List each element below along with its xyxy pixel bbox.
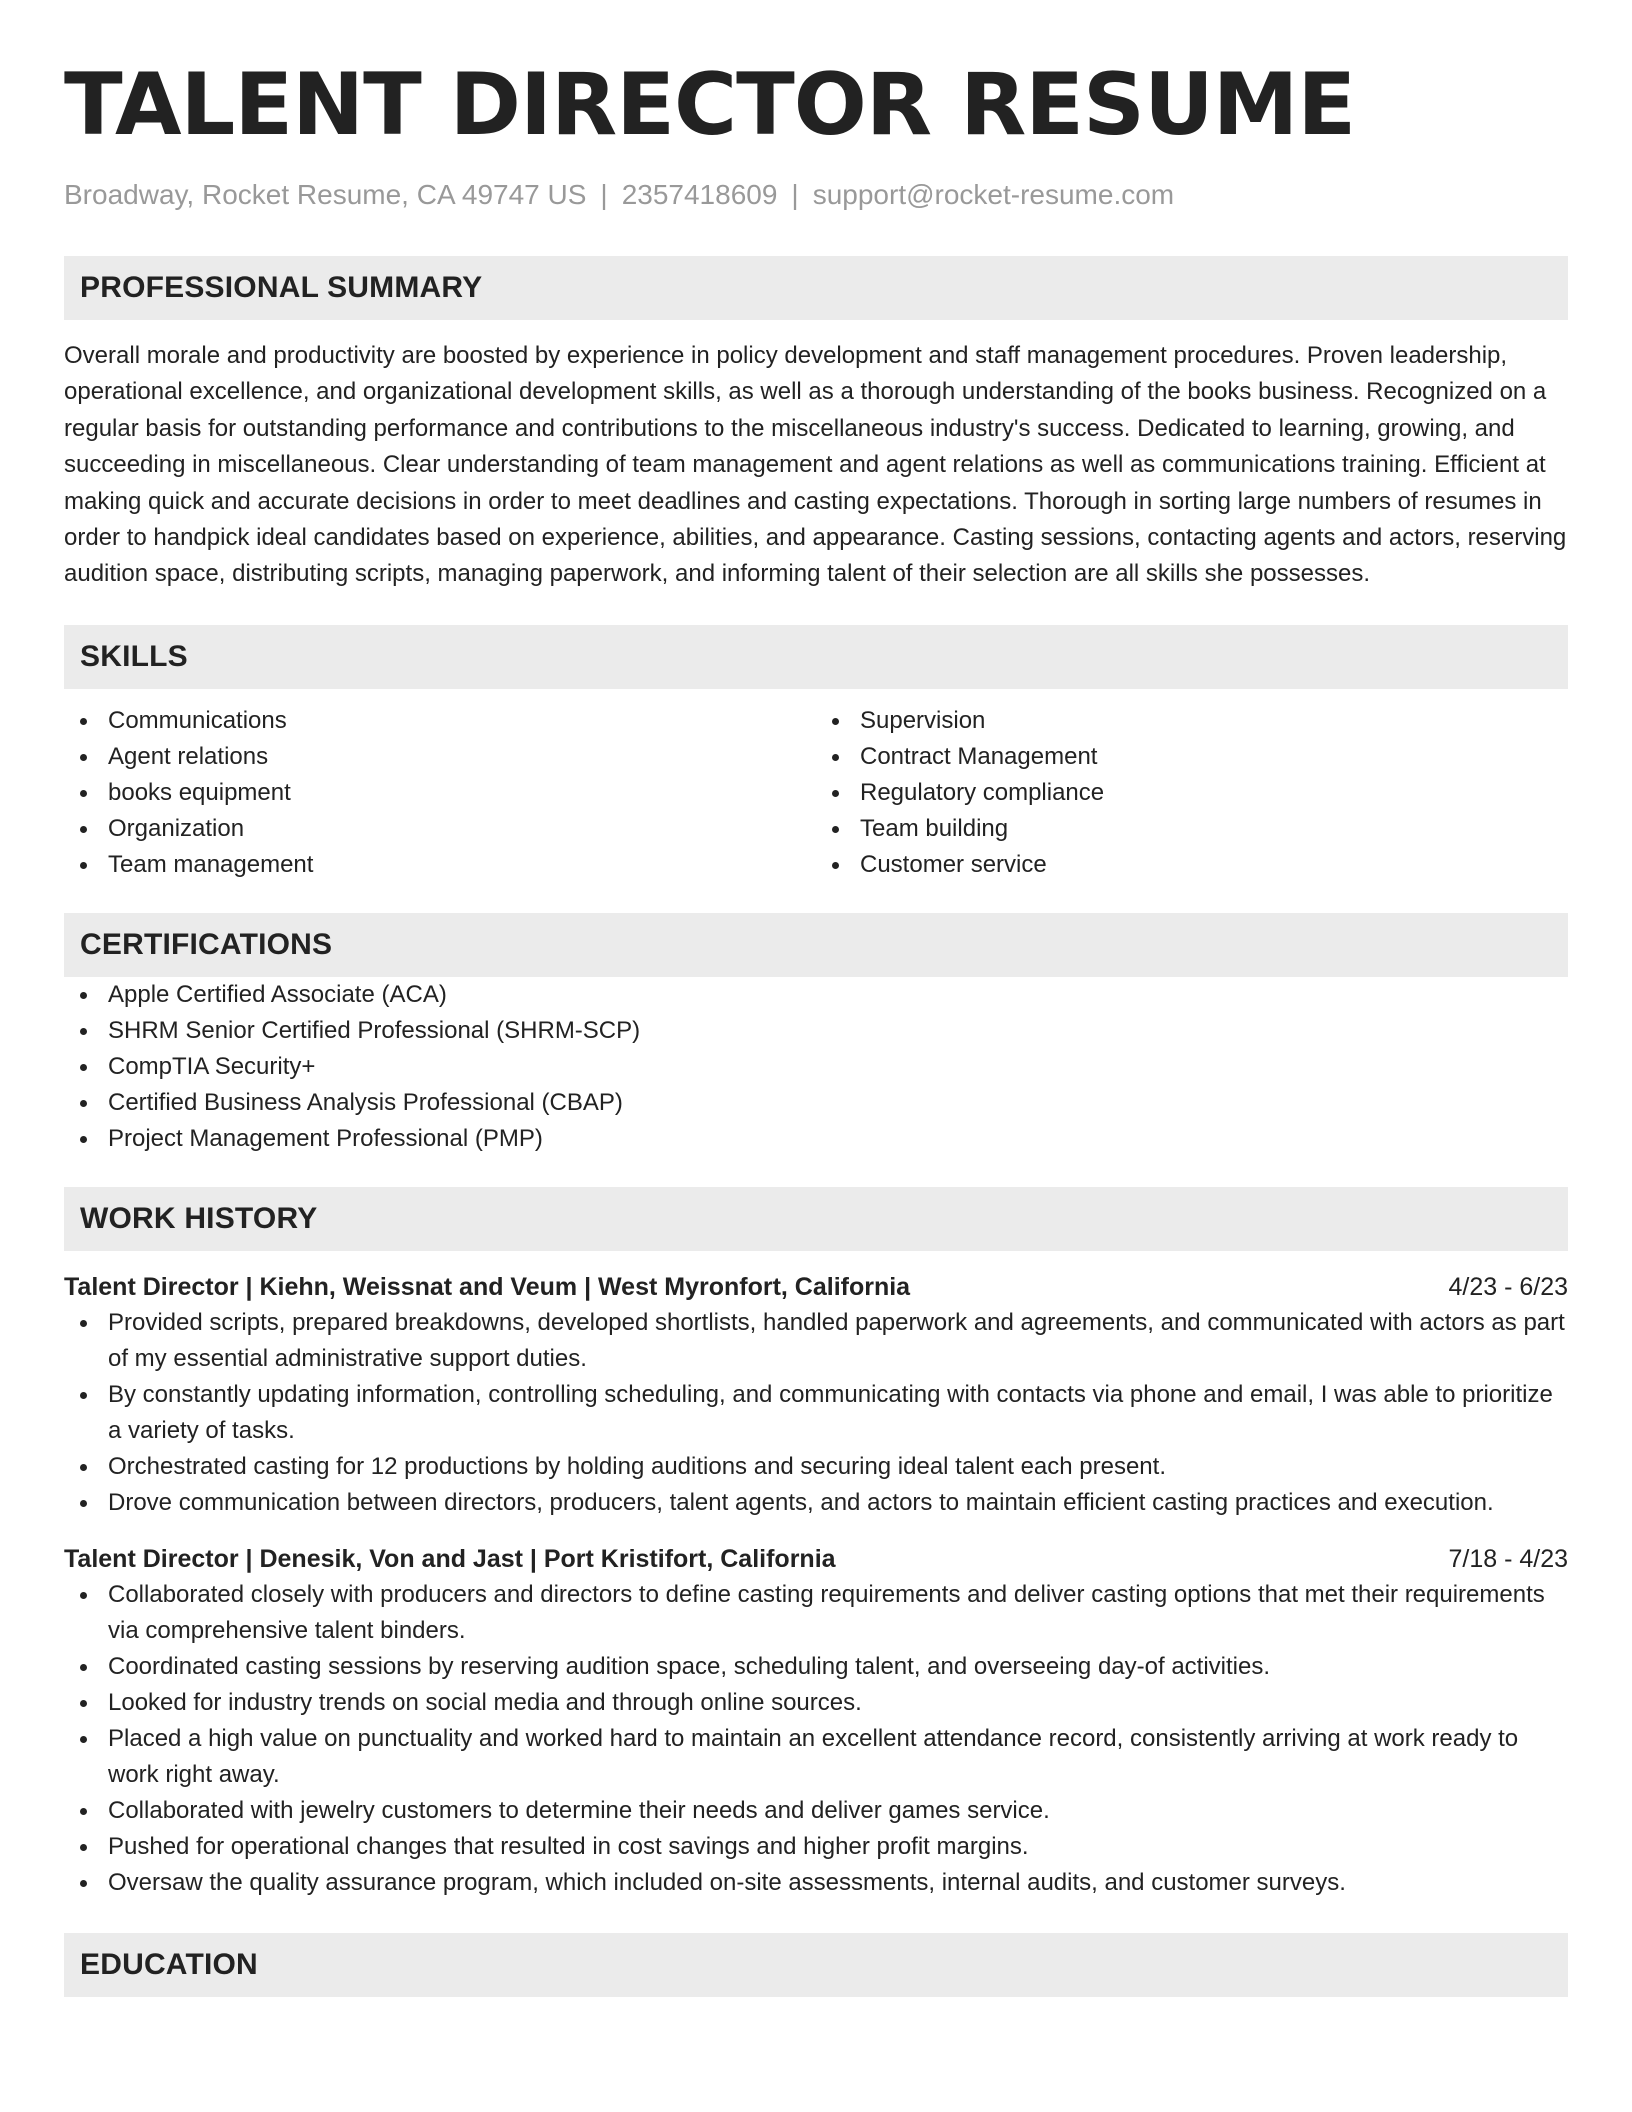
job-bullet: Orchestrated casting for 12 productions by holding auditions and securing ideal talent each present. (64, 1449, 1568, 1485)
skill-item: Customer service (816, 847, 1568, 883)
skill-item: Team management (64, 847, 816, 883)
job-dates: 4/23 - 6/23 (1448, 1272, 1568, 1301)
job-bullet: Provided scripts, prepared breakdowns, developed shortlists, handled paperwork and agreements, and communicated with actors as part of my essential administrative support duties. (64, 1305, 1568, 1377)
job-bullet: Collaborated closely with producers and directors to define casting requirements and deliver casting options that met their requirements via comprehensive talent binders. (64, 1577, 1568, 1649)
summary-section-header: PROFESSIONAL SUMMARY (64, 256, 1568, 320)
certification-item: CompTIA Security+ (64, 1049, 1568, 1085)
job-heading: Talent Director | Kiehn, Weissnat and Veum | West Myronfort, California (64, 1272, 911, 1301)
job-bullet: Looked for industry trends on social media and through online sources. (64, 1685, 1568, 1721)
contact-separator: | (791, 179, 799, 210)
job-header (64, 1269, 1568, 1305)
skill-item: Communications (64, 703, 816, 739)
job-header (64, 1541, 1568, 1577)
skills-grid (64, 703, 1568, 883)
job-bullet-list (64, 1305, 1568, 1521)
resume-title: TALENT DIRECTOR RESUME (64, 55, 1356, 155)
skill-item: Team building (816, 811, 1568, 847)
certification-item: Project Management Professional (PMP) (64, 1121, 1568, 1157)
education-section-header: EDUCATION (64, 1933, 1568, 1997)
certifications-list (64, 977, 1568, 1157)
contact-email: support@rocket-resume.com (812, 179, 1175, 210)
certification-item: SHRM Senior Certified Professional (SHRM-SCP) (64, 1013, 1568, 1049)
certification-item: Apple Certified Associate (ACA) (64, 977, 1568, 1013)
contact-phone: 2357418609 (621, 179, 778, 210)
job-heading: Talent Director | Denesik, Von and Jast | Port Kristifort, California (64, 1544, 836, 1573)
skills-column-right (816, 703, 1568, 883)
job-bullet: Pushed for operational changes that resulted in cost savings and higher profit margins. (64, 1829, 1568, 1865)
job-bullet: Collaborated with jewelry customers to determine their needs and deliver games service. (64, 1793, 1568, 1829)
job-bullet-list (64, 1577, 1568, 1901)
skill-item: Supervision (816, 703, 1568, 739)
skill-item: Contract Management (816, 739, 1568, 775)
summary-text: Overall morale and productivity are boosted by experience in policy development and staff management procedures. Proven leadership, operational excellence, and organizational development skills, as well as a thorough understanding of the books business. Recognized on a regular basis for outstanding performance and contributions to the miscellaneous industry's success. Dedicated to learning, growing, and succeeding in miscellaneous. Clear understanding of team management and agent relations as well as communications training. Efficient at making quick and accurate decisions in order to meet deadlines and casting expectations. Thorough in sorting large numbers of resumes in order to handpick ideal candidates based on experience, abilities, and appearance. Casting sessions, contacting agents and actors, reserving audition space, distributing scripts, managing paperwork, and informing talent of their selection are all skills she possesses. (64, 342, 1567, 588)
job-bullet: Coordinated casting sessions by reserving audition space, scheduling talent, and overseeing day-of activities. (64, 1649, 1568, 1685)
contact-address: Broadway, Rocket Resume, CA 49747 US (64, 179, 587, 210)
skill-item: Organization (64, 811, 816, 847)
job-bullet: Drove communication between directors, producers, talent agents, and actors to maintain efficient casting practices and execution. (64, 1485, 1568, 1521)
certification-item: Certified Business Analysis Professional (CBAP) (64, 1085, 1568, 1121)
certifications-section-header: CERTIFICATIONS (64, 913, 1568, 977)
skill-item: books equipment (64, 775, 816, 811)
skill-item: Agent relations (64, 739, 816, 775)
job-bullet: By constantly updating information, controlling scheduling, and communicating with contacts via phone and email, I was able to prioritize a variety of tasks. (64, 1377, 1568, 1449)
contact-separator: | (600, 179, 608, 210)
skills-column-left (64, 703, 816, 883)
job-bullet: Placed a high value on punctuality and worked hard to maintain an excellent attendance record, consistently arriving at work ready to work right away. (64, 1721, 1568, 1793)
contact-line (64, 178, 1568, 212)
job-dates: 7/18 - 4/23 (1448, 1544, 1568, 1573)
skills-section-header: SKILLS (64, 625, 1568, 689)
skill-item: Regulatory compliance (816, 775, 1568, 811)
job-bullet: Oversaw the quality assurance program, which included on-site assessments, internal audits, and customer surveys. (64, 1865, 1568, 1901)
work-history-section-header: WORK HISTORY (64, 1187, 1568, 1251)
